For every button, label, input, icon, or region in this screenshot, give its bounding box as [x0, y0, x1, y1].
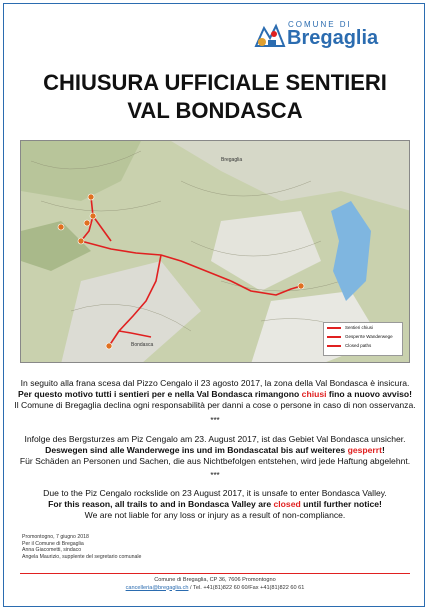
closed-word-it: chiusi: [301, 389, 327, 399]
legend-item: [324, 323, 402, 332]
english-notice: [10, 488, 420, 521]
german-line2: Deswegen sind alle Wanderwege ins und im Bondascatal bis auf weiteres gesperrt!: [45, 445, 385, 455]
legend-swatch: [327, 345, 341, 347]
english-line2: For this reason, all trails to and in Bondasca Valley are closed until further notice!: [48, 499, 382, 509]
legend-swatch: [327, 327, 341, 329]
signature-line: Anna Giacometti, sindaco: [22, 547, 82, 554]
legend-label: Gesperrte Wanderwege: [345, 334, 393, 339]
signature-line: Per il Comune di Bregaglia: [22, 540, 84, 547]
municipal-emblem-icon: [254, 20, 286, 48]
italian-line2: Per questo motivo tutti i sentieri per e nella Val Bondasca rimangono chiusi fino a nuovo avviso!: [18, 389, 412, 399]
footer-divider: [20, 573, 410, 574]
signature-date: Promontogno, 7 giugno 2018: [22, 534, 89, 540]
separator: ***: [210, 471, 220, 480]
trail-map: [20, 140, 410, 363]
legend-swatch: [327, 336, 341, 338]
english-line3: We are not liable for any loss or injury as a result of non-compliance.: [84, 510, 346, 520]
page-title-line1: CHIUSURA UFFICIALE SENTIERI: [43, 70, 387, 95]
svg-text:Bondasca: Bondasca: [131, 342, 154, 348]
page-title-line2: VAL BONDASCA: [127, 98, 303, 123]
logo-big-text: Bregaglia: [287, 27, 379, 49]
german-notice: [10, 434, 420, 467]
legend-item: [324, 332, 402, 341]
closed-word-de: gesperrt: [347, 445, 382, 455]
english-line1: Due to the Piz Cengalo rockslide on 23 August 2017, it is unsafe to enter Bondasca Valley.: [43, 488, 387, 498]
svg-text:Bregaglia: Bregaglia: [221, 157, 243, 163]
email-link[interactable]: cancelleria@bregaglia.ch: [125, 584, 189, 591]
logo-small-text: COMUNE DI: [288, 20, 352, 29]
footer: [0, 577, 430, 592]
legend-label: Closed paths: [345, 343, 372, 348]
legend-item: [324, 341, 402, 350]
signature-line: Angela Maurizio, supplente del segretario comunale: [22, 553, 142, 560]
separator: ***: [210, 416, 220, 425]
german-line3: Für Schäden an Personen und Sachen, die aus Nichtbefolgen entstehen, wird jede Haftung abgelehnt.: [19, 456, 411, 466]
italian-line3: Il Comune di Bregaglia declina ogni responsabilità per danni a cose o persone in caso di non osservanza.: [14, 400, 416, 410]
footer-contact: [0, 585, 430, 593]
signature-block: [22, 534, 141, 560]
german-line1: Infolge des Bergsturzes am Piz Cengalo am 23. August 2017, ist das Gebiet Val Bondasca unsicher.: [24, 434, 406, 444]
footer-address: Comune di Bregaglia, CP 36, 7606 Promontogno: [154, 577, 276, 583]
closed-word-en: closed: [273, 499, 301, 509]
italian-line1: In seguito alla frana scesa dal Pizzo Cengalo il 23 agosto 2017, la zona della Val Bondasca è insicura.: [20, 378, 410, 388]
map-legend: [323, 322, 403, 356]
legend-label: Sentieri chiusi: [345, 325, 374, 330]
italian-notice: [10, 378, 420, 411]
comune-logo: [254, 16, 414, 56]
footer-phone: / Tel. +41(81)822 60 60/Fax +41(81)822 60 61: [188, 584, 305, 591]
